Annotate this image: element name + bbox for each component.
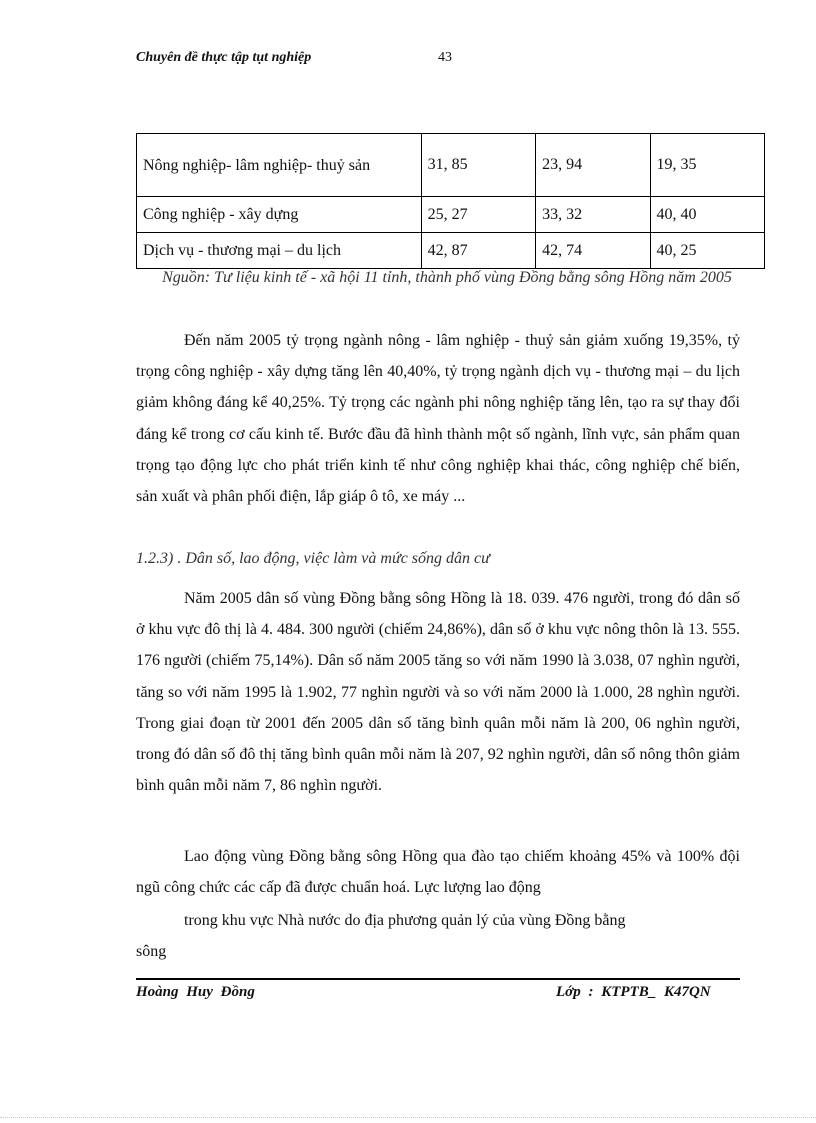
page-bottom-edge [0, 1117, 816, 1118]
table-cell-label: Dịch vụ - thương mại – du lịch [137, 233, 422, 269]
data-table [136, 133, 765, 269]
table-cell-value: 33, 32 [536, 197, 650, 233]
table-cell-value: 42, 87 [421, 233, 535, 269]
table-cell-value: 40, 40 [650, 197, 764, 233]
table-cell-value: 42, 74 [536, 233, 650, 269]
table-cell-label: Công nghiệp - xây dựng [137, 197, 422, 233]
table-cell-value: 25, 27 [421, 197, 535, 233]
footer-class: Lớp : KTPTB_ K47QN [556, 984, 711, 1000]
body-paragraph: Đến năm 2005 tỷ trọng ngành nông - lâm nghiệp - thuỷ sản giảm xuống 19,35%, tỷ trọng công nghiệp - xây dựng tăng lên 40,40%, tỷ trọng ngành dịch vụ - thương mại – du lịch giảm không đáng kể 40,25%. Tỷ trọng các ngành phi nông nghiệp tăng lên, tạo ra sự thay đổi đáng kể trong cơ cấu kinh tế. Bước đầu đã hình thành một số ngành, lĩnh vực, sản phẩm quan trọng tạo động lực cho phát triển kinh tế như công nghiệp khai thác, công nghiệp chế biến, sản xuất và phân phối điện, lắp giáp ô tô, xe máy ... [136, 332, 740, 506]
table-cell-value: 23, 94 [536, 134, 650, 197]
table-row [137, 197, 765, 233]
table-cell-label: Nông nghiệp- lâm nghiệp- thuỷ sản [137, 134, 422, 197]
table-cell-value: 31, 85 [421, 134, 535, 197]
footer-author: Hoàng Huy Đồng [136, 984, 255, 1000]
table-cell-value: 19, 35 [650, 134, 764, 197]
page-header-title: Chuyên đề thực tập tụt nghiệp [136, 50, 312, 65]
table-row [137, 134, 765, 197]
table-source-note: Nguồn: Tư liệu kinh tế - xã hội 11 tỉnh, thành phố vùng Đồng bằng sông Hồng năm 2005 [162, 269, 732, 286]
body-paragraph-continuation: sông [136, 943, 167, 960]
body-paragraph: Lao động vùng Đồng bằng sông Hồng qua đào tạo chiếm khoảng 45% và 100% đội ngũ công chức các cấp đã được chuẩn hoá. Lực lượng lao động [136, 848, 740, 897]
section-heading: 1.2.3) . Dân số, lao động, việc làm và mức sống dân cư [136, 550, 490, 567]
page-number: 43 [438, 50, 452, 65]
body-paragraph: trong khu vực Nhà nước do địa phương quản lý của vùng Đồng bằng [184, 912, 626, 929]
table-cell-value: 40, 25 [650, 233, 764, 269]
body-paragraph: Năm 2005 dân số vùng Đồng bằng sông Hồng là 18. 039. 476 người, trong đó dân số ở khu vực đô thị là 4. 484. 300 người (chiếm 24,86%), dân số ở khu vực nông thôn là 13. 555. 176 người (chiếm 75,14%). Dân số năm 2005 tăng so với năm 1990 là 3.038, 07 nghìn người, tăng so với năm 1995 là 1.902, 77 nghìn người và so với năm 2000 là 1.000, 28 nghìn người. Trong giai đoạn từ 2001 đến 2005 dân số tăng bình quân mỗi năm là 200, 06 nghìn người, trong đó dân số đô thị tăng bình quân mỗi năm là 207, 92 nghìn người, dân số nông thôn giảm bình quân mỗi năm 7, 86 nghìn người. [136, 590, 740, 795]
footer-divider [136, 978, 740, 980]
